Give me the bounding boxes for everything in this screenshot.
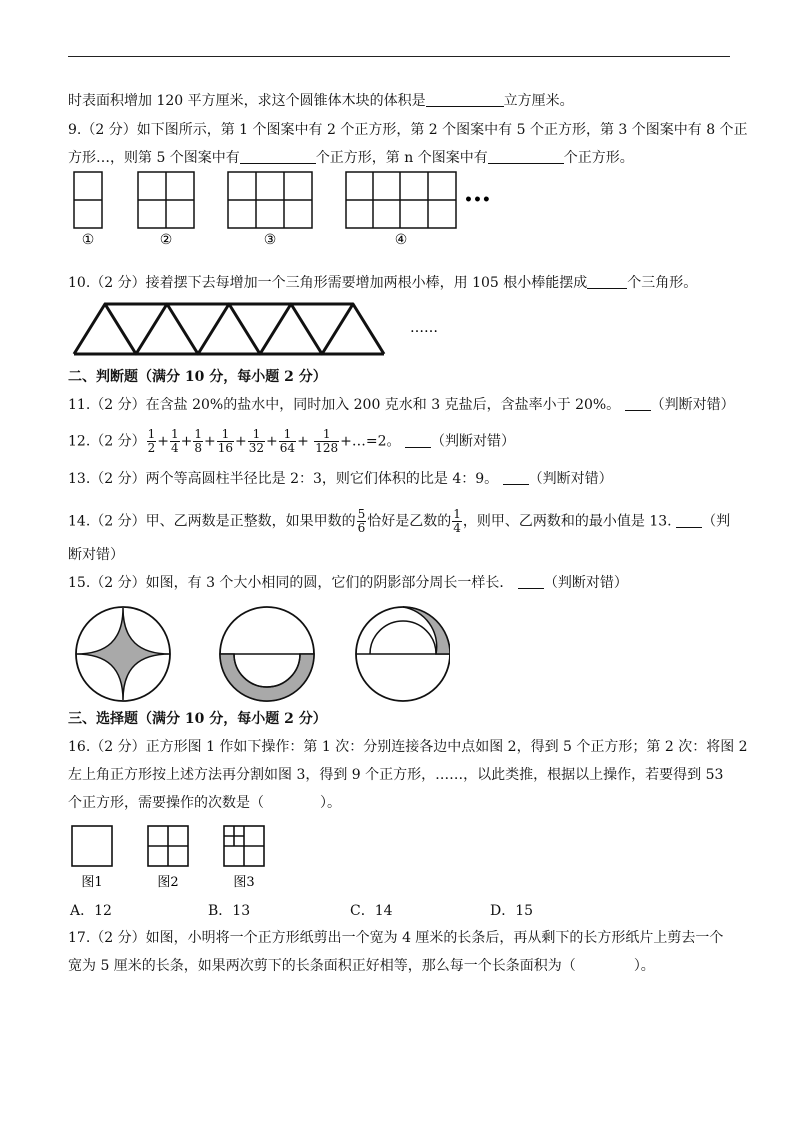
q9-label-4: ④	[394, 232, 408, 248]
q9-label-3: ③	[263, 232, 277, 248]
fraction: $\frac{1}{2}$	[147, 427, 156, 455]
choice-a[interactable]: A．12	[70, 903, 112, 919]
question-16-line3: 个正方形，需要操作的次数是（ ）。	[68, 795, 341, 811]
question-8-tail: 时表面积增加 120 平方厘米，求这个圆锥体木块的体积是 立方厘米。	[68, 93, 574, 109]
q15-circle-1	[75, 606, 171, 702]
q9-label-1: ①	[81, 232, 95, 248]
q16-label-3: 图3	[233, 875, 255, 890]
choice-d[interactable]: D．15	[490, 903, 534, 919]
fraction: $\frac{1}{4}$	[453, 507, 461, 535]
fraction: $\frac{5}{6}$	[357, 507, 366, 535]
q10-zigzag	[74, 304, 384, 354]
question-14-line1: 14.（2 分）甲、乙两数是正整数，如果甲数的 $\frac{5}{6}$ 恰好是乙数的 $\frac{1}{4}$ ，则甲、乙两数和的最小值是 13. （判	[68, 507, 731, 535]
fraction: $\frac{1}{128}$	[315, 427, 339, 455]
question-16-line1: 16.（2 分）正方形图 1 作如下操作：第 1 次：分别连接各边中点如图 2，得到 5 个正方形；第 2 次：将图 2	[68, 739, 748, 755]
question-15: 15.（2 分）如图，有 3 个大小相同的圆，它们的阴影部分周长一样长． （判断对错）	[68, 575, 628, 591]
q16-figure-1	[72, 826, 112, 866]
section-2-heading: 二、判断题（满分 10 分，每小题 2 分）	[68, 369, 327, 385]
answer-blank[interactable]	[503, 470, 529, 485]
section-3-heading: 三、选择题（满分 10 分，每小题 2 分）	[68, 711, 327, 727]
answer-blank[interactable]	[405, 433, 431, 448]
question-9-line1: 9.（2 分）如下图所示，第 1 个图案中有 2 个正方形，第 2 个图案中有 5 个正方形，第 3 个图案中有 8 个正	[68, 122, 748, 138]
q9-pattern-figure	[68, 168, 508, 248]
q9-ellipsis: •••	[464, 192, 491, 208]
question-9-line2: 方形…，则第 5 个图案中有 个正方形，第 n 个图案中有 个正方形。	[68, 150, 634, 166]
answer-blank[interactable]	[676, 513, 702, 528]
question-13: 13.（2 分）两个等高圆柱半径比是 2：3，则它们体积的比是 4：9。 （判断对错）	[68, 471, 613, 487]
fraction: $\frac{1}{4}$	[171, 427, 179, 455]
answer-blank[interactable]	[518, 574, 544, 589]
choice-b[interactable]: B．13	[208, 903, 251, 919]
question-11: 11.（2 分）在含盐 20%的盐水中，同时加入 200 克水和 3 克盐后，含盐率小于 20%。 （判断对错）	[68, 397, 735, 413]
header-rule	[68, 56, 730, 57]
q16-label-1: 图1	[81, 875, 103, 890]
question-17-line1: 17.（2 分）如图，小明将一个正方形纸剪出一个宽为 4 厘米的长条后，再从剩下的长方形纸片上剪去一个	[68, 930, 724, 946]
question-16-line2: 左上角正方形按上述方法再分割如图 3，得到 9 个正方形，……，以此类推，根据以上操作，若要得到 53	[68, 767, 724, 783]
q9-label-2: ②	[159, 232, 173, 248]
q10-ellipsis: ……	[410, 320, 438, 336]
q15-circle-3	[356, 607, 450, 701]
q10-triangles-figure	[68, 298, 448, 360]
fraction: $\frac{1}{32}$	[248, 427, 265, 455]
answer-blank[interactable]	[625, 396, 651, 411]
choice-c[interactable]: C．14	[350, 903, 393, 919]
q16-label-2: 图2	[157, 875, 179, 890]
question-17-line2: 宽为 5 厘米的长条，如果两次剪下的长条面积正好相等，那么每一个长条面积为（ ）。	[68, 958, 655, 974]
q15-circle-2	[220, 607, 314, 701]
answer-blank[interactable]	[240, 149, 316, 164]
fraction: $\frac{1}{16}$	[217, 427, 234, 455]
fraction: $\frac{1}{8}$	[194, 427, 203, 455]
answer-blank[interactable]	[426, 92, 504, 107]
q16-figures	[68, 820, 288, 892]
answer-blank[interactable]	[587, 274, 627, 289]
answer-blank[interactable]	[488, 149, 564, 164]
question-14-line2: 断对错）	[68, 547, 124, 563]
question-10: 10.（2 分）接着摆下去每增加一个三角形需要增加两根小棒，用 105 根小棒能摆成 个三角形。	[68, 275, 698, 291]
question-12: 12.（2 分） $\frac{1}{2}$ + $\frac{1}{4}$ + $\frac{1}{8}$ + $\frac{1}{16}$ + $\frac{1}{32}$ + $\frac{1}{64}$ + $\frac{1}{128}$ +…=2。 （判断对错）	[68, 427, 515, 455]
q15-circles-figure	[70, 604, 450, 704]
fraction: $\frac{1}{64}$	[279, 427, 296, 455]
